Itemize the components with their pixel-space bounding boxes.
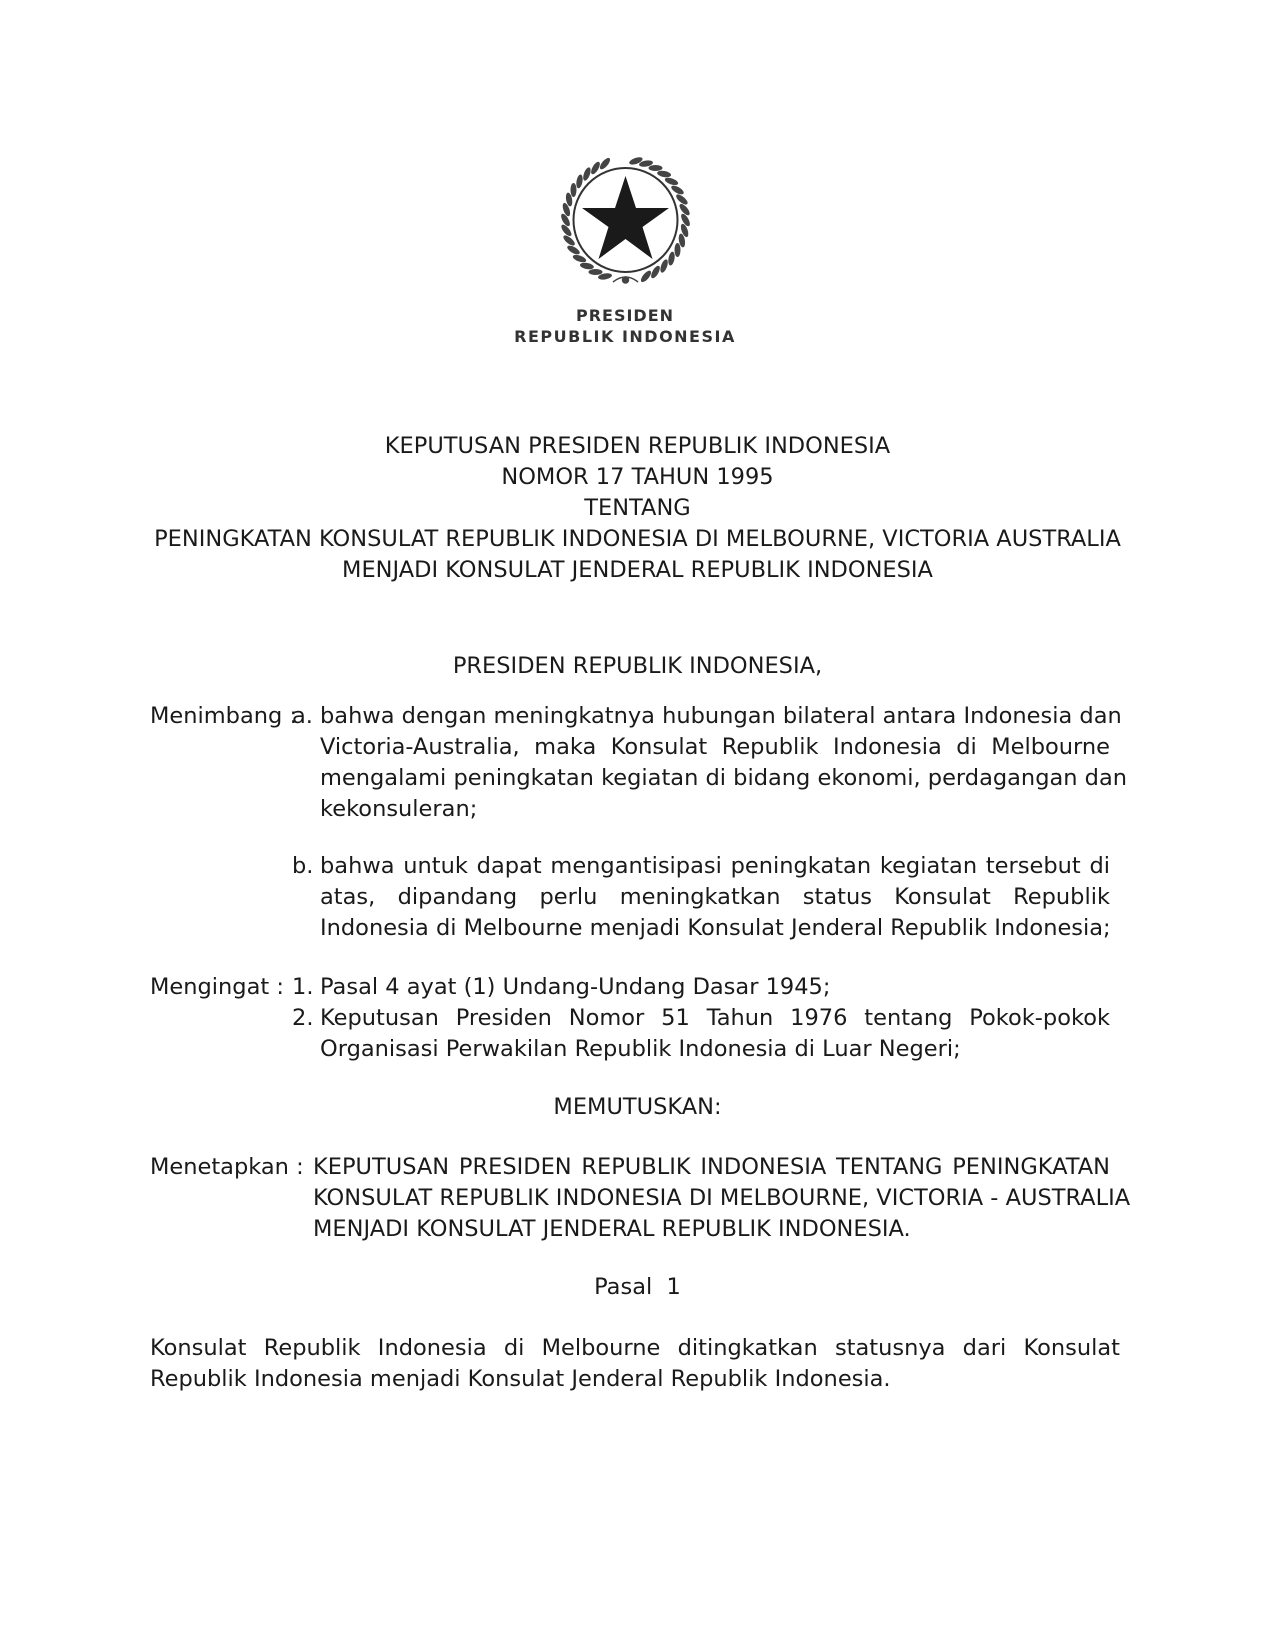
menimbang-item-b xyxy=(320,851,1110,944)
title-line-4: PENINGKATAN KONSULAT REPUBLIK INDONESIA DI MELBOURNE, VICTORIA AUSTRALIA xyxy=(154,526,1121,552)
pasal-1-heading: Pasal 1 xyxy=(594,1274,681,1300)
mengingat-2-line-2: Organisasi Perwakilan Republik Indonesia di Luar Negeri; xyxy=(320,1036,961,1062)
menimbang-marker-b: b. xyxy=(292,853,314,879)
president-heading: PRESIDEN REPUBLIK INDONESIA, xyxy=(452,653,823,679)
menimbang-b-line-1: bahwa untuk dapat mengantisipasi peningkatan kegiatan tersebut di xyxy=(320,853,1110,879)
menetapkan-line-2: KONSULAT REPUBLIK INDONESIA DI MELBOURNE, VICTORIA - AUSTRALIA xyxy=(313,1185,1131,1211)
presidential-seal-icon xyxy=(543,140,708,305)
menetapkan-line-1: KEPUTUSAN PRESIDEN REPUBLIK INDONESIA TENTANG PENINGKATAN xyxy=(313,1154,1110,1180)
mengingat-item-1 xyxy=(320,972,1110,1003)
decree-title xyxy=(0,431,1275,586)
menimbang-a-line-1: bahwa dengan meningkatnya hubungan bilateral antara Indonesia dan xyxy=(320,703,1122,729)
menimbang-a-line-2: Victoria-Australia, maka Konsulat Republik Indonesia di Melbourne xyxy=(320,734,1110,760)
menimbang-a-line-3: mengalami peningkatan kegiatan di bidang ekonomi, perdagangan dan xyxy=(320,765,1128,791)
presidential-emblem xyxy=(495,140,755,390)
menimbang-item-a xyxy=(320,701,1128,825)
title-line-1: KEPUTUSAN PRESIDEN REPUBLIK INDONESIA xyxy=(384,433,891,459)
menetapkan-label: Menetapkan : xyxy=(150,1154,304,1180)
menimbang-marker-a: a. xyxy=(292,703,313,729)
emblem-caption-president: PRESIDEN xyxy=(575,306,675,325)
emblem-caption-republic: REPUBLIK INDONESIA xyxy=(514,327,736,346)
title-line-5: MENJADI KONSULAT JENDERAL REPUBLIK INDONESIA xyxy=(342,557,933,583)
pasal-1-line-1: Konsulat Republik Indonesia di Melbourne ditingkatkan statusnya dari Konsulat xyxy=(150,1335,1120,1361)
mengingat-item-2 xyxy=(320,1003,1110,1065)
mengingat-label: Mengingat : xyxy=(150,974,284,1000)
pasal-1-body xyxy=(150,1333,1120,1395)
mengingat-1-line-1: Pasal 4 ayat (1) Undang-Undang Dasar 1945; xyxy=(320,974,831,1000)
pasal-1-line-2: Republik Indonesia menjadi Konsulat Jenderal Republik Indonesia. xyxy=(150,1366,891,1392)
mengingat-2-line-1: Keputusan Presiden Nomor 51 Tahun 1976 tentang Pokok-pokok xyxy=(320,1005,1110,1031)
title-line-2: NOMOR 17 TAHUN 1995 xyxy=(501,464,774,490)
menimbang-b-line-3: Indonesia di Melbourne menjadi Konsulat Jenderal Republik Indonesia; xyxy=(320,915,1111,941)
mengingat-marker-2: 2. xyxy=(292,1005,314,1031)
menetapkan-text xyxy=(313,1152,1131,1245)
title-line-3: TENTANG xyxy=(584,495,691,521)
menimbang-b-line-2: atas, dipandang perlu meningkatkan status Konsulat Republik xyxy=(320,884,1110,910)
memutuskan-heading: MEMUTUSKAN: xyxy=(553,1094,722,1120)
menimbang-label: Menimbang : xyxy=(150,703,298,729)
mengingat-marker-1: 1. xyxy=(292,974,314,1000)
menimbang-a-line-4: kekonsuleran; xyxy=(320,796,478,822)
menetapkan-line-3: MENJADI KONSULAT JENDERAL REPUBLIK INDONESIA. xyxy=(313,1216,911,1242)
